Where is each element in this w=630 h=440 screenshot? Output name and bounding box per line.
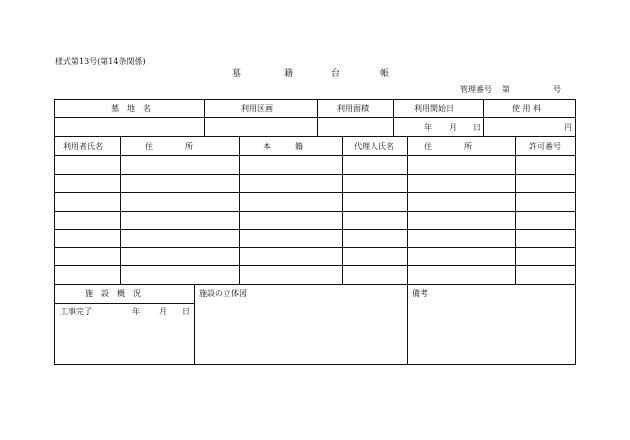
remarks-label: 備考	[412, 289, 428, 298]
row-divider	[55, 174, 575, 175]
col-divider	[407, 284, 408, 364]
date-day-label: 日	[473, 123, 481, 132]
row-divider	[55, 155, 575, 156]
col-divider	[317, 100, 318, 136]
row-divider	[55, 192, 575, 193]
header-address-2: 住 所	[424, 142, 472, 151]
row-divider	[55, 247, 575, 248]
col-divider	[483, 100, 484, 136]
construction-complete-label: 工事完了	[60, 307, 92, 316]
row-divider	[55, 265, 575, 266]
title-char-1: 墓	[232, 69, 242, 79]
construction-month-label: 月	[159, 307, 167, 316]
header-use-section: 利用区画	[241, 104, 273, 113]
form-number-label: 様式第13号(第14条関係)	[55, 57, 146, 66]
construction-day-label: 日	[182, 307, 190, 316]
col-divider	[407, 136, 408, 284]
management-number-label: 管理番号	[460, 85, 492, 94]
header-user-name: 利用者氏名	[63, 142, 103, 151]
title-char-2: 籍	[284, 69, 294, 79]
management-number-dai: 第	[502, 85, 510, 94]
col-divider	[342, 136, 343, 284]
col-divider	[239, 136, 240, 284]
facility-3d-diagram-label: 施設の立体図	[199, 289, 247, 298]
header-honseki: 本 籍	[263, 142, 303, 151]
grave-register-table	[54, 99, 576, 365]
row-divider	[55, 284, 575, 285]
header-use-start-date: 利用開始日	[414, 104, 454, 113]
management-number-go: 号	[553, 85, 561, 94]
title-char-4: 帳	[380, 69, 390, 79]
col-divider	[393, 100, 394, 136]
date-year-label: 年	[424, 123, 432, 132]
col-divider	[204, 100, 205, 136]
header-use-area: 利用面積	[337, 104, 369, 113]
fee-unit-label: 円	[564, 123, 572, 132]
row-divider	[55, 303, 194, 304]
title-char-3: 台	[331, 69, 341, 79]
construction-year-label: 年	[132, 307, 140, 316]
row-divider	[55, 229, 575, 230]
header-usage-fee: 使 用 料	[512, 104, 542, 113]
header-address: 住 所	[145, 142, 193, 151]
col-divider	[515, 136, 516, 284]
header-agent-name: 代理人氏名	[354, 142, 394, 151]
header-permit-number: 許可番号	[529, 142, 561, 151]
row-divider	[55, 136, 575, 137]
row-divider	[55, 211, 575, 212]
date-month-label: 月	[449, 123, 457, 132]
facility-overview-label: 施 設 概 況	[85, 289, 141, 298]
col-divider	[120, 136, 121, 284]
col-divider	[194, 284, 195, 364]
row-divider	[55, 117, 575, 118]
header-grave-location: 墓 地 名	[111, 104, 151, 113]
